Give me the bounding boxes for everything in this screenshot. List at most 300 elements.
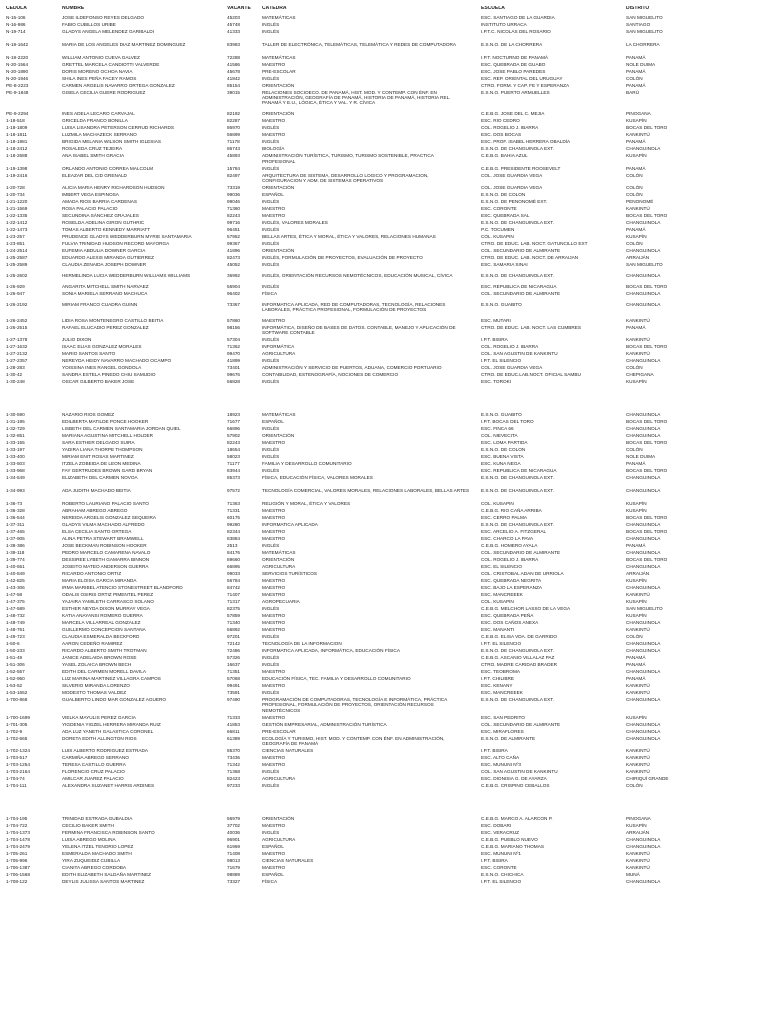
cedula-cell: 1-27-1632 <box>6 344 28 350</box>
escuela-cell: COL. ROGELIO J. IBARRA <box>481 557 539 563</box>
vacante-cell: 71362 <box>227 344 241 350</box>
escuela-cell: E.S.N.O. DE CHANGUINOLA EXT. <box>481 146 554 152</box>
distrito-cell: CHANGUINOLA <box>626 721 661 727</box>
catedra-cell <box>262 585 478 590</box>
catedra-cell <box>262 655 478 660</box>
catedra-line: PROFESIONAL, FORMULACIÓN DE PROYECTOS, ORIENTACIÓN RECURSOS <box>262 702 434 708</box>
cedula-cell: N-20-1890 <box>6 69 29 74</box>
distrito-cell: KANKINTÚ <box>626 768 650 774</box>
catedra-line: EDUCACIÓN FÍSICA, TEC. FAMILIA Y DESARROLLO COMUNITARIO <box>262 676 411 682</box>
cedula-cell: 1-53-1652 <box>6 690 28 696</box>
distrito-cell: COLÓN <box>626 184 643 190</box>
escuela-cell: ESC. CERRO PALMA <box>481 515 528 521</box>
table-row <box>0 111 768 116</box>
cedula-cell: 1-27-1378 <box>6 337 28 343</box>
nombre-cell: FERMINA FRANCISCA ROBINSON SANTO <box>62 829 155 835</box>
table-row <box>0 830 768 835</box>
distrito-cell: KUSAPÍN <box>626 599 647 605</box>
header-vacante: VACANTE <box>227 6 251 11</box>
catedra-cell <box>262 722 478 727</box>
escuela-cell: COL. KUSAPIN <box>481 233 514 239</box>
catedra-cell <box>262 648 478 653</box>
catedra-line: ORIENTACIÓN <box>262 111 295 117</box>
escuela-cell: ESC. DOS CAÑOS ANEXA <box>481 620 539 626</box>
nombre-cell: ESTHER NEYDA DIXON MURRAY VEGA <box>62 606 150 612</box>
cedula-cell: 1-18-1981 <box>6 139 28 145</box>
nombre-cell: YAJAIRA YAMILETH CARRASCO SOLANO <box>62 599 154 605</box>
escuela-cell: ESC. QUEBRADA PEÑA <box>481 613 534 619</box>
distrito-cell: KANKINTÚ <box>626 747 650 753</box>
catedra-cell <box>262 748 478 753</box>
nombre-cell: EUFEMIA ABDULIA DOWNER GARCIA <box>62 247 146 253</box>
nombre-cell: ROSALEDA CRUZ TEJEIRA <box>62 146 123 152</box>
cedula-cell: 1-18-1811 <box>6 132 28 138</box>
catedra-line: INGLÉS <box>262 139 280 145</box>
catedra-cell <box>262 613 478 618</box>
nombre-cell: EDUARDO ALEXIS MIRANDA GUTIERREZ <box>62 254 154 260</box>
nombre-cell: YELENA ITZEL TENORIO LOPEZ <box>62 843 134 849</box>
table-row <box>0 146 768 151</box>
distrito-cell: PINOGANA <box>626 815 651 821</box>
cedula-cell: 1-48-761 <box>6 627 25 633</box>
catedra-cell <box>262 776 478 781</box>
escuela-cell: ESC. ALTO CAÑA <box>481 754 520 760</box>
distrito-cell: BOCAS DEL TORO <box>626 125 668 131</box>
vacante-cell: 73319 <box>227 184 241 190</box>
nombre-cell: ELIZABETH DEL CARMEN NOVOA <box>62 475 138 481</box>
catedra-cell <box>262 550 478 555</box>
cedula-cell: 1-51-49 <box>6 655 23 661</box>
catedra-line: PROGRAMACIÓN DE COMPUTADORAS, TECNOLOGÍA E INFORMÁTICA, PRÁCTICA <box>262 697 448 703</box>
distrito-cell: CHANGUINOLA <box>626 648 661 654</box>
catedra-cell <box>262 564 478 569</box>
vacante-cell: 56892 <box>227 627 241 633</box>
catedra-line: MATEMÁTICAS <box>262 55 296 60</box>
catedra-line: FÍSICA, EDUCACIÓN FÍSICA, VALORES MORALES <box>262 475 373 481</box>
table-row <box>0 648 768 653</box>
distrito-cell: CHANGUINOLA <box>626 836 661 842</box>
distrito-cell: CHANGUINOLA <box>626 475 661 481</box>
distrito-cell: KANKINTÚ <box>626 761 650 767</box>
nombre-cell: FABIO CUBILLOS URIBE <box>62 22 116 27</box>
distrito-cell: PANAMÁ <box>626 461 646 467</box>
catedra-cell <box>262 669 478 674</box>
catedra-line: ESPAÑOL <box>262 843 284 849</box>
cedula-cell: 1-27-2132 <box>6 351 28 357</box>
nombre-cell: KATIA ANAYANSI ROMERO GUERRA <box>62 613 143 619</box>
table-row <box>0 419 768 424</box>
escuela-cell: E.S.N.O. DE LA CHORRERA <box>481 42 543 47</box>
table-row <box>0 715 768 720</box>
vacante-cell: 57326 <box>227 655 241 661</box>
vacante-cell: 45893 <box>227 153 241 159</box>
vacante-cell: 97572 <box>227 488 241 494</box>
escuela-cell: E.S.N.O. CHICHICA <box>481 871 524 877</box>
escuela-cell: I.P.T. BISIRA <box>481 747 508 753</box>
nombre-cell: JANICE ADELAIDA BROWN ROSE <box>62 655 137 661</box>
table-row <box>0 690 768 695</box>
cedula-cell: 1-24-2514 <box>6 247 28 253</box>
catedra-line: INGLÉS <box>262 358 280 364</box>
distrito-cell: CHANGUINOLA <box>626 522 661 528</box>
nombre-cell: OSCAR GILBERTO BAKER JOSE <box>62 379 135 385</box>
nombre-cell: ISAAC ELIAS GONZALEZ MORALES <box>62 344 142 350</box>
catedra-cell <box>262 344 478 349</box>
escuela-cell: ESC. KENANY <box>481 683 513 689</box>
table-row <box>0 592 768 597</box>
catedra-line: INFORMÁTICA, DISEÑO DE BASES DE DATOS. CONTABLE, MANEJO Y APLICACIÓN DE <box>262 325 456 330</box>
distrito-cell: KANKINTÚ <box>626 864 650 870</box>
table-row <box>0 683 768 688</box>
escuela-cell: E.S.N.O. DE CHANGUINOLA EXT. <box>481 272 554 278</box>
table-row <box>0 748 768 753</box>
catedra-line: MAESTRO <box>262 592 286 598</box>
table-row <box>0 241 768 246</box>
escuela-cell: COL. CRISTOBAL ADAN DE URRIOLA <box>481 571 564 577</box>
distrito-cell: CHANGUINOLA <box>626 697 661 703</box>
table-row <box>0 213 768 218</box>
vacante-cell: 57304 <box>227 337 241 343</box>
cedula-cell: 1-21-1220 <box>6 198 28 204</box>
catedra-cell <box>262 111 478 116</box>
table-row <box>0 173 768 183</box>
catedra-line: LABORALES, PRÁCTICA PROFESIONAL, FORMULACIÓN DE PROYECTOS <box>262 307 427 312</box>
vacante-cell: 96901 <box>227 836 241 842</box>
nombre-cell: FAY GERTRUDES BROWN GARD BRYAN <box>62 468 153 474</box>
nombre-cell: FULVIA TRINIDAD HUDSON RECORD MAYORGA <box>62 240 170 246</box>
escuela-cell: E.S.N.O. GUABITO <box>481 301 522 307</box>
table-row <box>0 318 768 323</box>
catedra-line: TECNOLOGÍA DE LA INFORMACION <box>262 641 342 647</box>
escuela-cell: I.P.T.C. NICOLAS DEL ROSARIO <box>481 29 551 34</box>
cedula-cell: 1-706-1387 <box>6 864 30 870</box>
escuela-cell: C.E.B.G. MARIANO THOMAS <box>481 843 544 849</box>
distrito-cell: BOCAS DEL TORO <box>626 468 668 474</box>
catedra-cell <box>262 454 478 459</box>
escuela-cell: I.P.T. EL SILENCIO <box>481 641 522 647</box>
cedula-cell: 1-25-2589 <box>6 261 28 267</box>
nombre-cell: ITZELA ZOBEIDA DE LEON MEDINA <box>62 461 141 467</box>
catedra-line: MAESTRO <box>262 620 286 626</box>
catedra-cell <box>262 173 478 183</box>
distrito-cell: COLÓN <box>626 76 643 81</box>
catedra-line: INGLÉS, VALORES MORALES <box>262 219 328 225</box>
vacante-cell: 71679 <box>227 864 241 870</box>
catedra-line: PANAMÁ Y E.U., LÓGICA, ÉTICA Y VAL. Y R. CÍVICA <box>262 100 376 106</box>
catedra-line: MAESTRO <box>262 669 286 675</box>
distrito-cell: KUSAPÍN <box>626 379 647 385</box>
nombre-cell: JOSE BECKMAN ROBINSON HOOKER <box>62 543 147 549</box>
nombre-cell: PEDRO MARCELO CAMARENA NAVALO <box>62 550 151 556</box>
catedra-cell <box>262 379 478 384</box>
catedra-cell <box>262 76 478 81</box>
catedra-cell <box>262 426 478 431</box>
nombre-cell: ANGARITA MITCHELL SMITH NARVAEZ <box>62 283 149 289</box>
escuela-cell: COL. SAN AGUSTIN DE KANKINTU <box>481 768 558 774</box>
escuela-cell: E.S.N.O. DE CHANGUINOLA EXT. <box>481 488 554 494</box>
vacante-cell: 56904 <box>227 283 241 289</box>
vacante-cell: 37702 <box>227 822 241 828</box>
table-row <box>0 851 768 856</box>
catedra-line: MAESTRO <box>262 761 286 767</box>
vacante-cell: 45748 <box>227 22 241 27</box>
catedra-line: MAESTRO <box>262 212 286 218</box>
table-row <box>0 879 768 884</box>
catedra-line: INGLÉS <box>262 76 280 81</box>
catedra-cell <box>262 447 478 452</box>
catedra-line: CONTABILIDAD, ESTENOGRAFÍA, NOCIONES DE COMERCIO <box>262 372 399 378</box>
escuela-cell: COL. KUSAPIN <box>481 501 514 507</box>
catedra-cell <box>262 543 478 548</box>
table-row <box>0 379 768 384</box>
catedra-cell <box>262 571 478 576</box>
vacante-cell: 71178 <box>227 139 240 145</box>
table-row <box>0 627 768 632</box>
cedula-cell: 1-20-728 <box>6 184 25 190</box>
nombre-cell: TOMAS ALBERTO KENNEDY MARRIATT <box>62 226 151 232</box>
vacante-cell: 82473 <box>227 254 241 260</box>
escuela-cell: E.S.N.O. DE CHANGUINOLA EXT. <box>481 475 554 481</box>
catedra-line: INGLÉS <box>262 543 280 549</box>
cedula-cell: 1-26-2192 <box>6 301 28 307</box>
catedra-cell <box>262 529 478 534</box>
distrito-cell: CHANGUINOLA <box>626 358 661 364</box>
vacante-cell: 82192 <box>227 111 241 117</box>
cedula-cell: 1-700-1699 <box>6 714 30 720</box>
nombre-cell: AMILCAR JUAREZ PALACIO <box>62 775 124 781</box>
escuela-cell: ESC. REPUBLICA DE NICARAGUA <box>481 283 557 289</box>
catedra-line: INGLÉS <box>262 240 280 246</box>
catedra-cell <box>262 325 478 335</box>
distrito-cell: COLÓN <box>626 447 643 453</box>
vacante-cell: 57902 <box>227 433 241 439</box>
escuela-cell: ESC. JOSE PABLO PAREDES <box>481 69 546 74</box>
table-row <box>0 29 768 34</box>
distrito-cell: CHANGUINOLA <box>626 728 661 734</box>
distrito-cell: CHANGUINOLA <box>626 488 661 494</box>
vacante-cell: 18923 <box>227 412 241 418</box>
distrito-cell: BOCAS DEL TORO <box>626 283 668 289</box>
distrito-cell: NOLE DUIMA <box>626 454 656 460</box>
vacante-cell: 96451 <box>227 226 241 232</box>
catedra-cell <box>262 153 478 163</box>
catedra-cell <box>262 606 478 611</box>
nombre-cell: CARMIÑA ABREGO SERRANO <box>62 754 129 760</box>
vacante-cell: 72486 <box>227 648 241 654</box>
nombre-cell: AARON CEDEÑO RAMIREZ <box>62 641 123 647</box>
nombre-cell: IRMA MARIBEL ATENCIO STONESTREET BLANDFORD <box>62 585 183 591</box>
catedra-cell <box>262 475 478 480</box>
catedra-line: ADMINISTRACIÓN TURÍSTICA, TURISMO, TURISMO SOSTENIBLE, PRACTICA <box>262 153 434 159</box>
cedula-cell: 1-704-74 <box>6 775 25 781</box>
escuela-cell: ESC. VERACRUZ <box>481 829 520 835</box>
nombre-cell: ALICIA MARIA HENRY RICHARDSON HUDSON <box>62 184 165 190</box>
escuela-cell: ESC. MUNUNI Nº3 <box>481 761 521 767</box>
cedula-cell: 1-20-734 <box>6 191 25 197</box>
cedula-cell: 1-33-968 <box>6 468 25 474</box>
table-row <box>0 227 768 232</box>
nombre-cell: ALEXANDRA SUZANET HARRIS ARDINES <box>62 782 155 788</box>
escuela-cell: ESC. SAMARIA SINAI <box>481 261 528 267</box>
nombre-cell: JOSEITO MATEO ANDERSON GUERRA <box>62 564 149 570</box>
vacante-cell: 71177 <box>227 461 240 467</box>
nombre-cell: NEREIDA ARGELIS GONZALEZ SEQUEIRA <box>62 515 157 521</box>
distrito-cell: NOLE DUIMA <box>626 62 656 67</box>
distrito-cell: BARÚ <box>626 90 640 95</box>
catedra-cell <box>262 634 478 639</box>
vacante-cell: 15784 <box>227 165 241 171</box>
distrito-cell: KANKINTÚ <box>626 690 650 696</box>
distrito-cell: KUSAPÍN <box>626 822 647 828</box>
table-row <box>0 736 768 746</box>
cedula-cell: 1-37-905 <box>6 536 25 542</box>
catedra-line: MAESTRO <box>262 754 286 760</box>
catedra-line: INGLÉS, FORMULACIÓN DE PROYECTOS, EVALUACIÓN DE PROYECTO <box>262 254 423 260</box>
catedra-cell <box>262 762 478 767</box>
catedra-line: INGLÉS <box>262 22 280 27</box>
nombre-cell: EDITH ELIZABETH SALDAÑA MARTINEZ <box>62 871 151 877</box>
escuela-cell: E.S.N.O. PUERTO ARMUELLES <box>481 90 550 95</box>
vacante-cell: 18654 <box>227 447 241 453</box>
escuela-cell: ESC. MANANTI <box>481 627 515 633</box>
distrito-cell: COLÓN <box>626 172 643 178</box>
vacante-cell: 56828 <box>227 379 241 385</box>
cedula-cell: 1-708-122 <box>6 878 28 884</box>
escuela-cell: COL. SAN AGUSTIN DE KANKINTU <box>481 351 558 357</box>
catedra-cell <box>262 627 478 632</box>
escuela-cell: ESC. BUENA VISTA <box>481 454 524 460</box>
nombre-cell: ADA JUDITH MACHADO BEITIA <box>62 488 131 494</box>
catedra-line: NEMOTÉCNICOS <box>262 707 301 713</box>
catedra-cell <box>262 273 478 278</box>
table-row <box>0 351 768 356</box>
catedra-line: INGLÉS <box>262 261 280 267</box>
escuela-cell: ESC. MANCREEEK <box>481 690 523 696</box>
distrito-cell: KANKINTÚ <box>626 318 650 323</box>
nombre-cell: CIANITA ABREGO CORDOBA <box>62 864 126 870</box>
nombre-cell: NEREYDA HEIDY NAVARRO MACHADO OCAMPO <box>62 358 172 364</box>
vacante-cell: 73436 <box>227 754 241 760</box>
distrito-cell: CHANGUINOLA <box>626 426 661 432</box>
distrito-cell: BOCAS DEL TORO <box>626 419 668 425</box>
distrito-cell: CHANGUINOLA <box>626 247 661 253</box>
table-row <box>0 55 768 60</box>
catedra-line: MAESTRO <box>262 585 286 591</box>
cedula-cell: 1-36-328 <box>6 508 25 514</box>
cedula-cell: 1-34-549 <box>6 475 25 481</box>
distrito-cell: KANKINTÚ <box>626 627 650 633</box>
vacante-cell: 56979 <box>227 815 241 821</box>
escuela-cell: CTRO. MADRE CARIDAD BRADER <box>481 662 558 668</box>
catedra-line: ESPAÑOL <box>262 419 284 425</box>
distrito-cell: KUSAPÍN <box>626 118 647 124</box>
table-row <box>0 199 768 204</box>
nombre-cell: MARIA DE LOS ANGELES DIAZ MARTINEZ DOMINGUEZ <box>62 42 186 47</box>
cedula-cell: 1-27-2357 <box>6 358 28 364</box>
catedra-cell <box>262 192 478 197</box>
catedra-line: MAESTRO <box>262 864 286 870</box>
nombre-cell: SILVERIO MIRANDA LORENZO <box>62 683 130 689</box>
header-distrito: DISTRITO <box>626 6 650 11</box>
nombre-cell: MARIO SANTOS SANTO <box>62 351 116 357</box>
table-row <box>0 515 768 520</box>
nombre-cell: MARIA ELOISA GARCIA MIRANDA <box>62 578 137 584</box>
table-row <box>0 676 768 681</box>
nombre-cell: YIRA ZUQUEIDIZ CUBILLA <box>62 857 121 863</box>
escuela-cell: CTRO. DE EDUC. LAB. NOCT. GATUNCILLO EXT <box>481 240 588 246</box>
distrito-cell: BOCAS DEL TORO <box>626 212 668 218</box>
vacante-cell: 71407 <box>227 592 241 598</box>
catedra-line: FÍSICA <box>262 290 278 296</box>
catedra-line: SERVICIOS TURÍSTICOS <box>262 571 318 577</box>
catedra-cell <box>262 837 478 842</box>
catedra-cell <box>262 816 478 821</box>
table-row <box>0 412 768 417</box>
cedula-cell: 1-48-732 <box>6 613 25 619</box>
table-row <box>0 426 768 431</box>
vacante-cell: 99716 <box>227 219 241 225</box>
distrito-cell: PANAMÁ <box>626 165 646 171</box>
table-row <box>0 729 768 734</box>
table-row <box>0 248 768 253</box>
vacante-cell: 66896 <box>227 426 241 432</box>
cedula-cell: 1-702-9 <box>6 728 23 734</box>
nombre-cell: DORETA EDITH ALLINGTON RIOS <box>62 735 137 741</box>
vacante-cell: 73591 <box>227 690 241 696</box>
vacante-cell: 60175 <box>227 515 241 521</box>
distrito-cell: PANAMÁ <box>626 226 646 232</box>
escuela-cell: COL. JOSE GUARDIA VEGA <box>481 365 543 371</box>
catedra-line: MAESTRO <box>262 318 286 323</box>
catedra-cell <box>262 412 478 417</box>
table-row <box>0 564 768 569</box>
distrito-cell: SAN MIGUELITO <box>626 15 663 20</box>
catedra-line: MAESTRO <box>262 822 286 828</box>
nombre-cell: SANDRA ESTELA PINEDO CHIU SAMUDIO <box>62 372 156 378</box>
table-row <box>0 816 768 821</box>
table-row <box>0 185 768 190</box>
distrito-cell: PINOGANA <box>626 111 651 117</box>
table-row <box>0 501 768 506</box>
table-row <box>0 550 768 555</box>
catedra-line: AGROPECUARIA <box>262 599 300 605</box>
vacante-cell: 82287 <box>227 118 241 124</box>
catedra-line: MAESTRO <box>262 508 286 514</box>
distrito-cell: CHANGUINOLA <box>626 669 661 675</box>
escuela-cell: C.E.B.G. CRISPINO CEBALLOS <box>481 782 550 788</box>
escuela-cell: C.E.B.G. ASCANIO VILLALAZ PAZ <box>481 655 555 661</box>
nombre-cell: ESMERALDA MACHADO SMITH <box>62 850 132 856</box>
catedra-line: ARQUITECTURA DE SISTEMA, DESARROLLO LOGICO Y PROGRAMACION, <box>262 172 429 178</box>
catedra-line: CONFIGURACION Y ADM. DE SISTEMAS OPERATIVOS <box>262 177 384 183</box>
catedra-cell <box>262 248 478 253</box>
cedula-cell: N-19-1642 <box>6 42 29 47</box>
nombre-cell: GUALBERTO LINDO MAR GONZALEZ AGUERO <box>62 697 167 703</box>
catedra-cell <box>262 241 478 246</box>
table-row <box>0 166 768 171</box>
escuela-cell: E.S.N.O. DE ALMIRANTE <box>481 735 536 741</box>
catedra-cell <box>262 15 478 20</box>
table-row <box>0 302 768 312</box>
escuela-cell: E.S.N.O. DE CHANGUINOLA EXT. <box>481 522 554 528</box>
cedula-cell: 1-28-283 <box>6 365 25 371</box>
catedra-cell <box>262 433 478 438</box>
table-row <box>0 15 768 20</box>
vacante-cell: 39015 <box>227 90 241 95</box>
distrito-cell: ARRAIJÁN <box>626 571 650 577</box>
catedra-cell <box>262 351 478 356</box>
distrito-cell: CHANGUINOLA <box>626 146 661 152</box>
